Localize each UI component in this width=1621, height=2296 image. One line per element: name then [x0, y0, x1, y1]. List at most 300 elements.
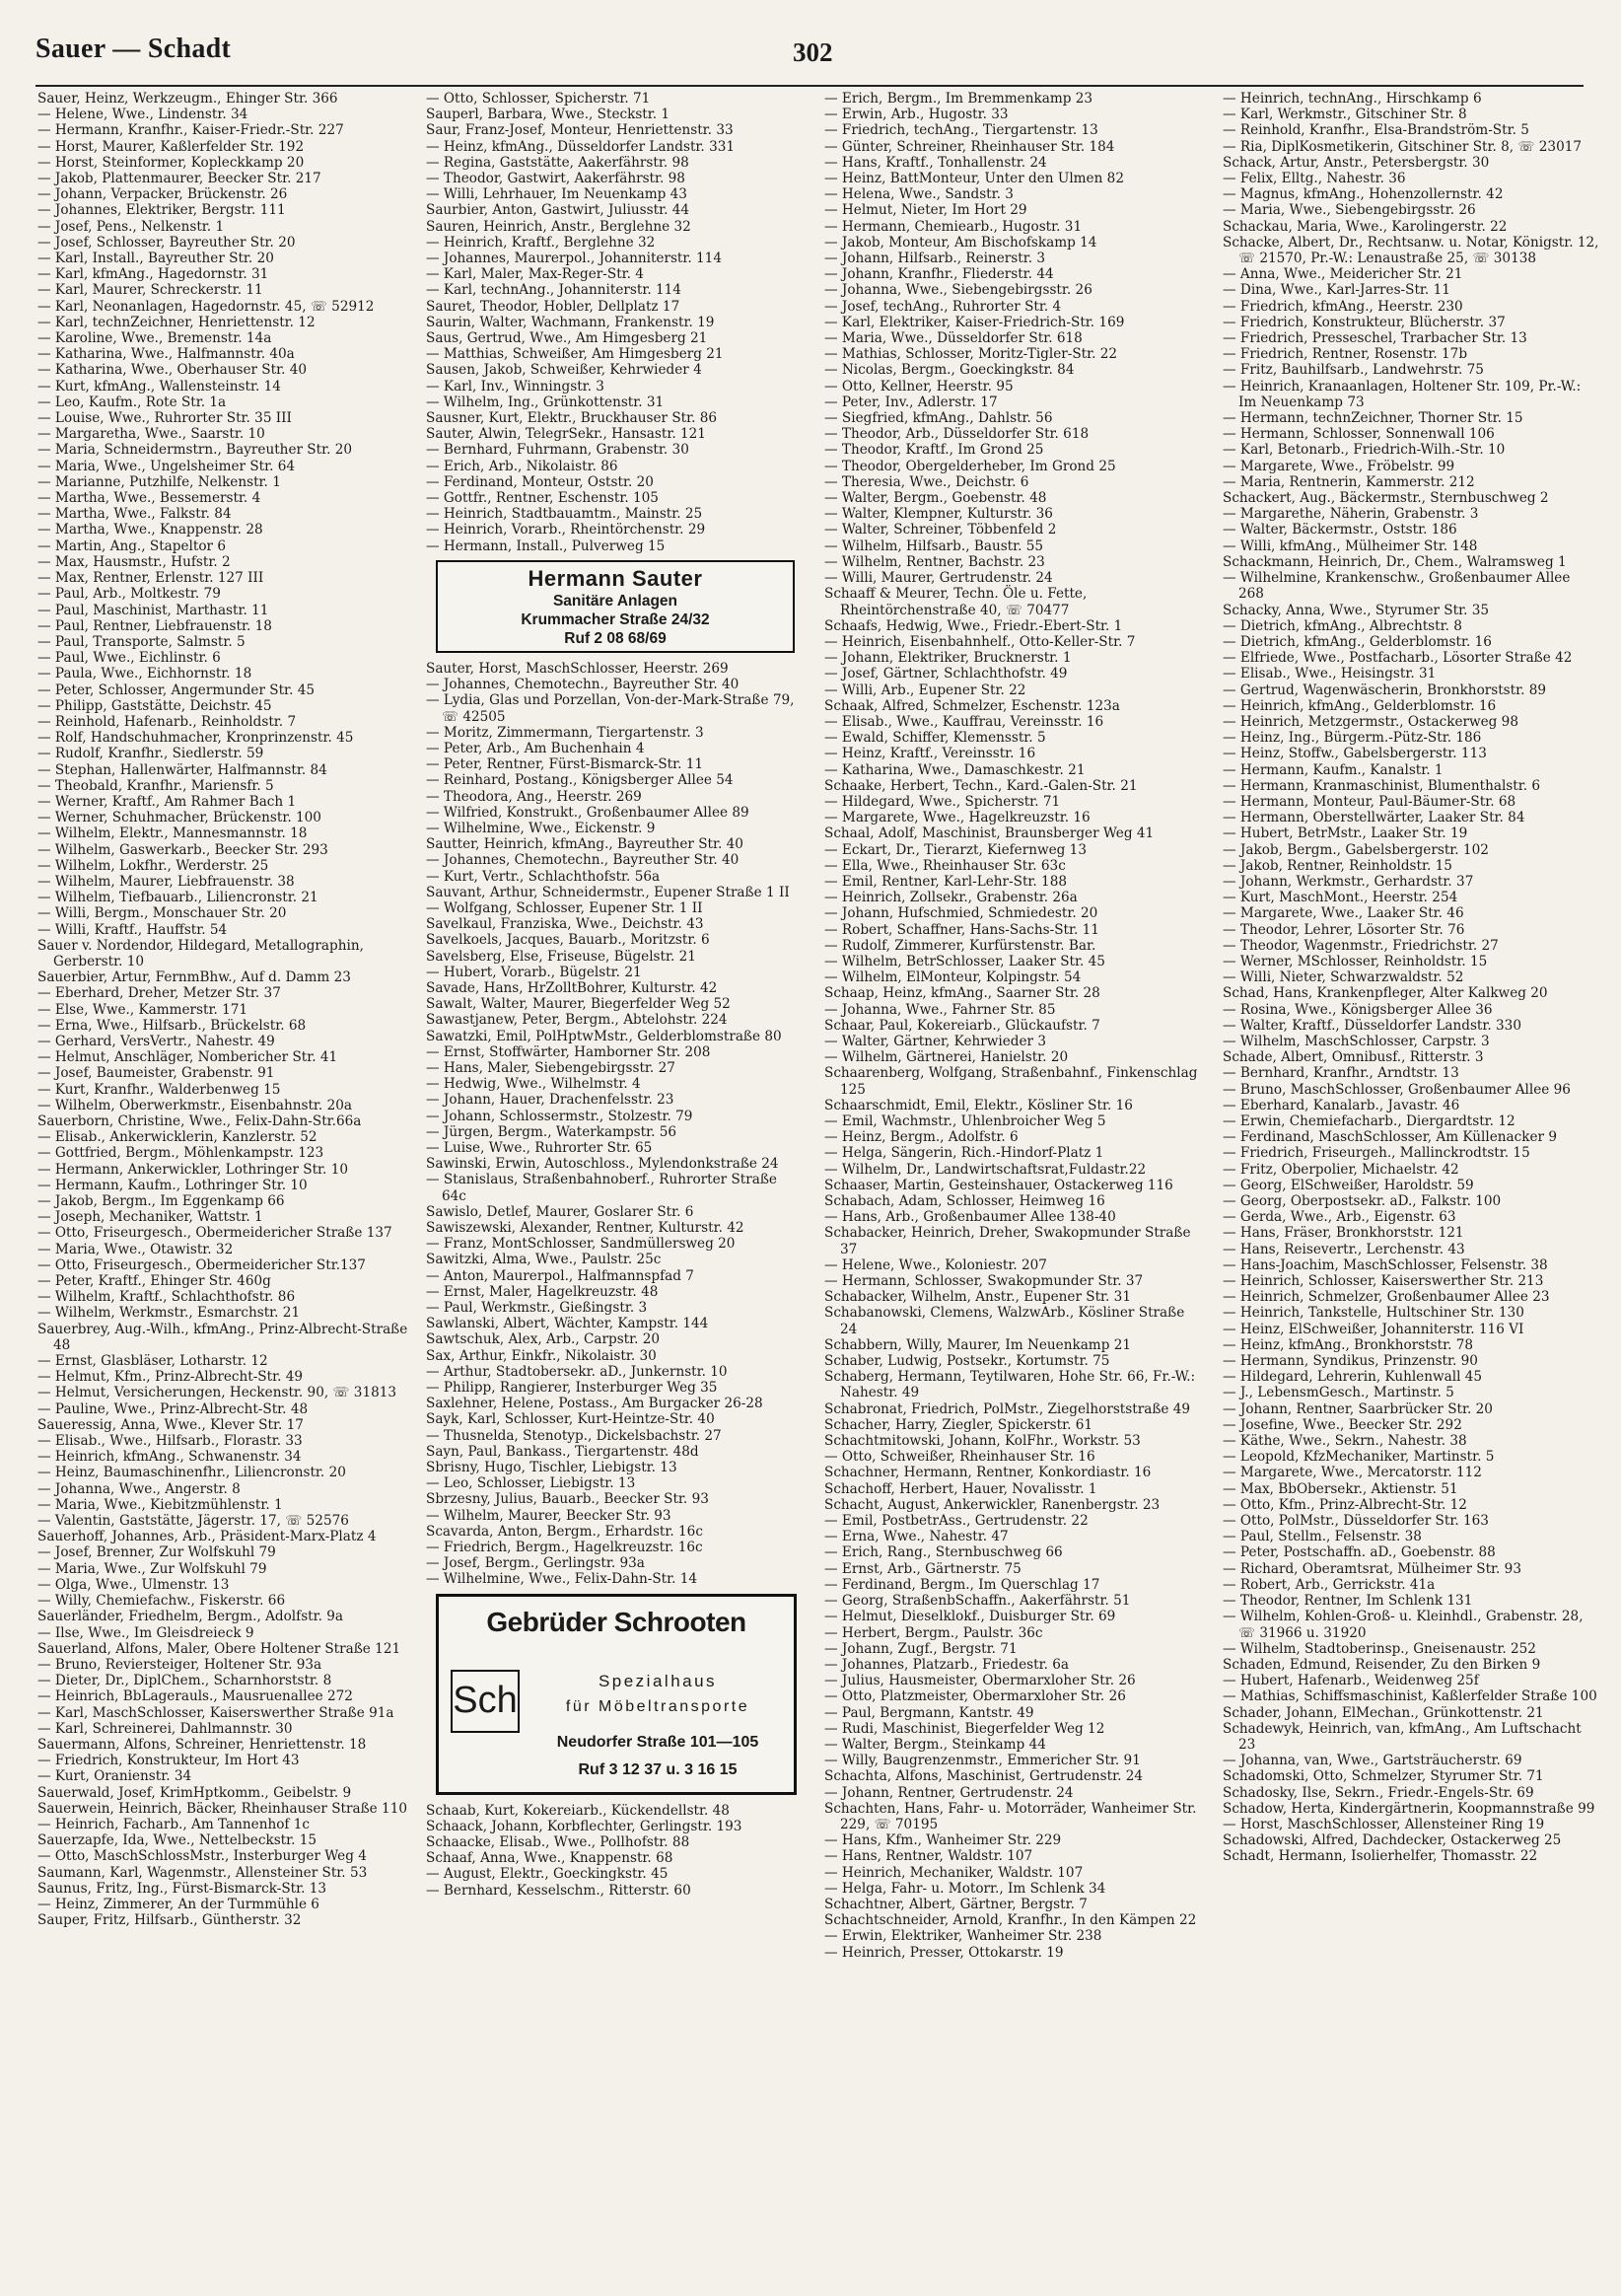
directory-entry: — Peter, Arb., Am Buchenhain 4: [426, 740, 645, 756]
directory-entry: — Nicolas, Bergm., Goeckingkstr. 84: [824, 362, 1075, 379]
directory-entry: Saurin, Walter, Wachmann, Frankenstr. 19: [426, 314, 715, 330]
directory-entry: Schadomski, Otto, Schmelzer, Styrumer Str. 71: [1223, 1768, 1544, 1785]
directory-entry: Schacht, August, Ankerwickler, Ranenbergstr. 23: [824, 1496, 1161, 1513]
directory-entry: Sauerzapfe, Ida, Wwe., Nettelbeckstr. 15: [37, 1832, 317, 1849]
directory-entry: — Elisab., Wwe., Kauffrau, Vereinsstr. 16: [824, 713, 1104, 730]
directory-entry: — Karl, Werkmstr., Gitschiner Str. 8: [1223, 107, 1467, 123]
directory-entry: — Johann, Schlossermstr., Stolzestr. 79: [426, 1108, 693, 1124]
directory-entry: Sautter, Heinrich, kfmAng., Bayreuther Str. 40: [426, 836, 743, 853]
directory-entry: — Margaretha, Wwe., Saarstr. 10: [37, 426, 265, 443]
directory-entry: — Bernhard, Kranfhr., Arndtstr. 13: [1223, 1065, 1459, 1082]
directory-entry: — Theodora, Ang., Heerstr. 269: [426, 788, 642, 805]
directory-entry: — Karl, technAng., Johanniterstr. 114: [426, 282, 681, 299]
directory-entry: — Martin, Ang., Stapeltor 6: [37, 538, 226, 554]
directory-entry: — Anna, Wwe., Meidericher Str. 21: [1223, 266, 1463, 283]
directory-entry: — Helga, Sängerin, Rich.-Hindorf-Platz 1: [824, 1145, 1104, 1162]
directory-entry: — Arthur, Stadtobersekr. aD., Junkernstr. 10: [426, 1363, 728, 1380]
directory-entry: — Maria, Wwe., Siebengebirgsstr. 26: [1223, 202, 1476, 219]
directory-entry: — Wilhelm, Kraftf., Schlachthofstr. 86: [37, 1289, 296, 1306]
directory-entry: Schachtmitowski, Johann, KolFhr., Workstr. 53: [824, 1433, 1141, 1450]
ad-logo: Sch: [451, 1670, 520, 1733]
ad-company-name: Hermann Sauter: [528, 565, 703, 591]
column-1: [37, 91, 414, 1928]
directory-entry: — Wilhelm, Maurer, Beecker Str. 93: [426, 1507, 671, 1524]
directory-entry: — Helmut, Kfm., Prinz-Albrecht-Str. 49: [37, 1369, 304, 1386]
directory-entry: — Emil, Wachmstr., Uhlenbroicher Weg 5: [824, 1113, 1106, 1129]
directory-entry: — Emil, PostbetrAss., Gertrudenstr. 22: [824, 1513, 1089, 1530]
directory-entry: — Wilhelm, Gärtnerei, Hanielstr. 20: [824, 1049, 1069, 1066]
directory-entry: — Wilhelmine, Krankenschw., Großenbaumer Allee 268: [1223, 570, 1571, 603]
directory-entry: Sauperl, Barbara, Wwe., Steckstr. 1: [426, 107, 670, 123]
directory-entry: — Eberhard, Dreher, Metzer Str. 37: [37, 985, 281, 1002]
directory-entry: Schaacke, Elisab., Wwe., Pollhofstr. 88: [426, 1834, 690, 1851]
directory-entry: — Käthe, Wwe., Sekrn., Nahestr. 38: [1223, 1433, 1467, 1450]
advertisement-gebrueder-schrooten: [436, 1594, 797, 1795]
directory-entry: — Bernhard, Kesselschm., Ritterstr. 60: [426, 1882, 691, 1899]
directory-entry: — Ernst, Arb., Gärtnerstr. 75: [824, 1560, 1022, 1577]
directory-entry: — Wilhelm, Lokfhr., Werderstr. 25: [37, 857, 269, 874]
directory-entry: — Walter, Bergm., Steinkamp 44: [824, 1736, 1046, 1753]
directory-entry: Saumann, Karl, Wagenmstr., Allensteiner Str. 53: [37, 1864, 368, 1881]
directory-entry: — Margarete, Wwe., Mercatorstr. 112: [1223, 1465, 1482, 1481]
directory-entry: — Otto, Kfm., Prinz-Albrecht-Str. 12: [1223, 1496, 1467, 1513]
directory-entry: — Erich, Arb., Nikolaistr. 86: [426, 458, 618, 474]
directory-entry: — Gottfried, Bergm., Möhlenkampstr. 123: [37, 1145, 324, 1162]
directory-entry: — Georg, ElSchweißer, Haroldstr. 59: [1223, 1177, 1474, 1193]
directory-entry: Schachoff, Herbert, Hauer, Novalisstr. 1: [824, 1480, 1097, 1497]
directory-entry: — Olga, Wwe., Ulmenstr. 13: [37, 1576, 230, 1593]
directory-entry: Sawiszewski, Alexander, Rentner, Kulturstr. 42: [426, 1220, 744, 1236]
directory-entry: Sbrzesny, Julius, Bauarb., Beecker Str. 93: [426, 1491, 709, 1508]
directory-entry: Schadt, Hermann, Isolierhelfer, Thomasstr. 22: [1223, 1848, 1538, 1865]
directory-entry: — Elfriede, Wwe., Postfacharb., Lösorter Straße 42: [1223, 650, 1573, 667]
directory-entry: — Reinhard, Postang., Königsberger Allee 54: [426, 772, 734, 789]
directory-entry: Schabacker, Heinrich, Dreher, Swakopmunder Straße 37: [824, 1225, 1191, 1257]
directory-entry: — Joseph, Mechaniker, Wattstr. 1: [37, 1209, 263, 1226]
directory-entry: Sawinski, Erwin, Autoschloss., Mylendonkstraße 24: [426, 1156, 779, 1173]
directory-entry: — Philipp, Rangierer, Insterburger Weg 35: [426, 1380, 718, 1397]
directory-entry: — Ferdinand, Monteur, Oststr. 20: [426, 473, 654, 490]
directory-entry: — Philipp, Gaststätte, Deichstr. 45: [37, 697, 272, 714]
column-2: [426, 91, 803, 1899]
directory-entry: — Werner, Schuhmacher, Brückenstr. 100: [37, 810, 321, 826]
directory-entry: — Eckart, Dr., Tierarzt, Kiefernweg 13: [824, 841, 1087, 858]
directory-entry: — Erich, Bergm., Im Bremmenkamp 23: [824, 91, 1093, 107]
directory-entry: — Walter, Bäckermstr., Oststr. 186: [1223, 522, 1457, 538]
directory-entry: — Luise, Wwe., Ruhrorter Str. 65: [426, 1139, 653, 1156]
directory-entry: — Heinrich, Schlosser, Kaiserswerther Str. 213: [1223, 1273, 1544, 1290]
directory-entry: — Josefine, Wwe., Beecker Str. 292: [1223, 1416, 1462, 1433]
directory-entry: Schabbern, Willy, Maurer, Im Neuenkamp 21: [824, 1336, 1132, 1353]
ad-company-name: Gebrüder Schrooten: [486, 1606, 746, 1637]
directory-entry: — Heinz, Stoffw., Gabelsbergerstr. 113: [1223, 746, 1487, 762]
directory-entry: — Heinrich, BbLagerauls., Mausruenallee 272: [37, 1688, 353, 1705]
directory-entry: Schachten, Hans, Fahr- u. Motorräder, Wanheimer Str. 229, ☏ 70195: [824, 1800, 1197, 1832]
directory-entry: Sawatzki, Emil, PolHptwMstr., Gelderblomstraße 80: [426, 1028, 782, 1044]
directory-entry: — Rudolf, Zimmerer, Kurfürstenstr. Bar.: [824, 937, 1096, 954]
directory-entry: — Stanislaus, Straßenbahnoberf., Ruhrorter Straße 64c: [426, 1172, 777, 1204]
directory-entry: — Paula, Wwe., Eichhornstr. 18: [37, 666, 252, 682]
directory-entry: — Katharina, Wwe., Oberhauser Str. 40: [37, 362, 308, 379]
directory-entry: — Margarethe, Näherin, Grabenstr. 3: [1223, 506, 1479, 523]
directory-entry: Schadowski, Alfred, Dachdecker, Ostackerweg 25: [1223, 1832, 1562, 1849]
directory-entry: — Willi, Bergm., Monschauer Str. 20: [37, 905, 287, 922]
directory-entry: — Paul, Stellm., Felsenstr. 38: [1223, 1529, 1422, 1545]
directory-entry: Saxlehner, Helene, Postass., Am Burgacker 26-28: [426, 1396, 763, 1412]
directory-entry: — Kurt, Oranienstr. 34: [37, 1768, 192, 1785]
directory-entry: — Heinz, ElSchweißer, Johanniterstr. 116 VI: [1223, 1321, 1524, 1337]
directory-entry: — Leopold, KfzMechaniker, Martinstr. 5: [1223, 1449, 1495, 1466]
directory-entry: — Theresia, Wwe., Deichstr. 6: [824, 473, 1029, 490]
directory-entry: — Heinrich, Presser, Ottokarstr. 19: [824, 1944, 1064, 1961]
directory-entry: Sawislo, Detlef, Maurer, Goslarer Str. 6: [426, 1203, 694, 1220]
directory-entry: Sauerborn, Christine, Wwe., Felix-Dahn-Str.66a: [37, 1113, 362, 1129]
directory-entry: — Dina, Wwe., Karl-Jarres-Str. 11: [1223, 282, 1450, 299]
directory-entry: — Robert, Schaffner, Hans-Sachs-Str. 11: [824, 921, 1099, 938]
directory-entry: — Wolfgang, Schlosser, Eupener Str. 1 II: [426, 899, 703, 916]
directory-entry: — Friedrich, Konstrukteur, Im Hort 43: [37, 1753, 300, 1769]
directory-entry: Sauren, Heinrich, Anstr., Berglehne 32: [426, 218, 691, 235]
ad-line: Sanitäre Anlagen: [552, 592, 678, 610]
directory-entry: Sax, Arthur, Einkfr., Nikolaistr. 30: [426, 1347, 657, 1364]
directory-entry: — Hermann, Ankerwickler, Lothringer Str. 10: [37, 1161, 348, 1178]
directory-entry: — Wilhelm, Dr., Landwirtschaftsrat,Fuldastr.22: [824, 1161, 1147, 1178]
directory-entry: — Karl, kfmAng., Hagedornstr. 31: [37, 266, 269, 283]
directory-entry: — Otto, MaschSchlossMstr., Insterburger Weg 4: [37, 1848, 367, 1865]
directory-entry: — Johann, Hauer, Drachenfelsstr. 23: [426, 1092, 674, 1109]
directory-entry: Sawitzki, Alma, Wwe., Paulstr. 25c: [426, 1252, 662, 1268]
directory-entry: — Hans-Joachim, MaschSchlosser, Felsenstr. 38: [1223, 1256, 1548, 1273]
directory-entry: — Kurt, MaschMont., Heerstr. 254: [1223, 890, 1458, 906]
directory-entry: — Ernst, Maler, Hagelkreuzstr. 48: [426, 1283, 659, 1300]
directory-entry: Sauermann, Alfons, Schreiner, Henriettenstr. 18: [37, 1736, 367, 1753]
directory-entry: — Reinhold, Kranfhr., Elsa-Brandström-Str. 5: [1223, 122, 1529, 139]
directory-entry: Schachta, Alfons, Maschinist, Gertrudenstr. 24: [824, 1768, 1144, 1785]
directory-entry: Sauper, Fritz, Hilfsarb., Güntherstr. 32: [37, 1912, 302, 1929]
directory-entry: — Hans, Rentner, Waldstr. 107: [824, 1848, 1033, 1865]
directory-entry: — Johann, Verpacker, Brückenstr. 26: [37, 186, 288, 203]
directory-entry: — Pauline, Wwe., Prinz-Albrecht-Str. 48: [37, 1400, 309, 1417]
directory-entry: — Stephan, Hallenwärter, Halfmannstr. 84: [37, 761, 327, 778]
directory-entry: — Horst, MaschSchlosser, Allensteiner Ring 19: [1223, 1816, 1545, 1832]
ad-tagline: Spezialhaus: [598, 1671, 718, 1690]
directory-entry: Sauerwald, Josef, KrimHptkomm., Geibelstr. 9: [37, 1784, 352, 1801]
directory-entry: Schaden, Edmund, Reisender, Zu den Birken 9: [1223, 1656, 1541, 1673]
directory-entry: — Otto, Platzmeister, Obermarxloher Str. 26: [824, 1688, 1126, 1705]
directory-entry: — Emil, Rentner, Karl-Lehr-Str. 188: [824, 873, 1067, 890]
directory-entry: — Helene, Wwe., Lindenstr. 34: [37, 107, 248, 123]
directory-entry: Schade, Albert, Omnibusf., Ritterstr. 3: [1223, 1049, 1484, 1066]
directory-entry: Schachtner, Albert, Gärtner, Bergstr. 7: [824, 1896, 1088, 1912]
ad-address: Neudorfer Straße 101—105: [556, 1733, 759, 1751]
ad-phone: Ruf 2 08 68/69: [564, 629, 667, 647]
directory-entry: — Wilhelm, Stadtoberinsp., Gneisenaustr. 252: [1223, 1640, 1536, 1657]
directory-entry: — Martha, Wwe., Bessemerstr. 4: [37, 490, 261, 507]
directory-entry: — Wilhelm, BetrSchlosser, Laaker Str. 45: [824, 953, 1105, 969]
directory-entry: — Horst, Maurer, Kaßlerfelder Str. 192: [37, 138, 305, 155]
directory-entry: — Josef, techAng., Ruhrorter Str. 4: [824, 298, 1062, 315]
directory-entry: — Walter, Schreiner, Többenfeld 2: [824, 522, 1057, 538]
directory-entry: — Heinrich, Stadtbauamtm., Mainstr. 25: [426, 506, 703, 523]
directory-entry: — Theodor, Gastwirt, Aakerfährstr. 98: [426, 171, 685, 187]
directory-entry: — Friedrich, Rentner, Rosenstr. 17b: [1223, 346, 1468, 363]
directory-entry: — Marianne, Putzhilfe, Nelkenstr. 1: [37, 473, 281, 490]
directory-entry: — Hedwig, Wwe., Wilhelmstr. 4: [426, 1076, 641, 1093]
directory-entry: — Heinrich, Tankstelle, Hultschiner Str. 130: [1223, 1305, 1524, 1322]
directory-entry: — Willi, Arb., Eupener Str. 22: [824, 682, 1026, 698]
directory-entry: — Johannes, Chemotechn., Bayreuther Str. 40: [426, 677, 740, 693]
directory-entry: — Rudi, Maschinist, Biegerfelder Weg 12: [824, 1720, 1105, 1737]
directory-entry: — Fritz, Bauhilfsarb., Landwehrstr. 75: [1223, 362, 1484, 379]
directory-entry: — Theodor, Wagenmstr., Friedrichstr. 27: [1223, 937, 1499, 954]
directory-entry: — Margarete, Wwe., Hagelkreuzstr. 16: [824, 810, 1091, 826]
ad-tagline-2: für Möbeltransporte: [565, 1697, 750, 1715]
directory-entry: — Hans, Reisevertr., Lerchenstr. 43: [1223, 1241, 1465, 1257]
directory-entry: — Jürgen, Bergm., Waterkampstr. 56: [426, 1123, 677, 1140]
directory-entry: — Johann, Kranfhr., Fliederstr. 44: [824, 266, 1054, 283]
directory-entry: — Paul, Transporte, Salmstr. 5: [37, 633, 246, 650]
directory-entry: — Gertrud, Wagenwäscherin, Bronkhorststr. 89: [1223, 682, 1547, 698]
directory-entry: — Friedrich, Presseschel, Trarbacher Str. 13: [1223, 330, 1527, 347]
directory-entry: — Lydia, Glas und Porzellan, Von-der-Mark-Straße 79, ☏ 42505: [426, 692, 795, 725]
directory-entry: — Karoline, Wwe., Bremenstr. 14a: [37, 330, 272, 347]
directory-entry: Schaak, Alfred, Schmelzer, Eschenstr. 123a: [824, 697, 1120, 714]
directory-entry: — Erna, Wwe., Hilfsarb., Brückelstr. 68: [37, 1017, 307, 1034]
directory-entry: — Martha, Wwe., Falkstr. 84: [37, 506, 232, 523]
directory-entry: — Hans, Maler, Siebengebirgsstr. 27: [426, 1059, 675, 1076]
directory-entry: — Paul, Rentner, Liebfrauenstr. 18: [37, 617, 272, 634]
directory-entry: Schaap, Heinz, kfmAng., Saarner Str. 28: [824, 985, 1100, 1002]
directory-entry: — August, Elektr., Goeckingkstr. 45: [426, 1866, 669, 1883]
directory-entry: — Maria, Schneidermstrn., Bayreuther Str. 20: [37, 442, 353, 459]
directory-entry: — Otto, Kellner, Heerstr. 95: [824, 378, 1014, 395]
directory-entry: Saunus, Fritz, Ing., Fürst-Bismarck-Str. 13: [37, 1880, 327, 1897]
directory-entry: — Mathias, Schiffsmaschinist, Kaßlerfelder Straße 100: [1223, 1688, 1597, 1705]
directory-entry: — Johanna, van, Wwe., Gartsträucherstr. 69: [1223, 1753, 1522, 1769]
directory-entry: — Hans, Kraftf., Tonhallenstr. 24: [824, 154, 1047, 171]
directory-entry: — Helena, Wwe., Sandstr. 3: [824, 186, 1014, 203]
directory-entry: — Ferdinand, Bergm., Im Querschlag 17: [824, 1576, 1100, 1593]
directory-entry: — Kurt, Kranfhr., Walderbenweg 15: [37, 1081, 281, 1098]
directory-entry: — Heinrich, Kraftf., Berglehne 32: [426, 234, 656, 251]
directory-entry: Sauerbrey, Aug.-Wilh., kfmAng., Prinz-Albrecht-Straße 48: [37, 1321, 408, 1353]
directory-entry: — Willi, kfmAng., Mülheimer Str. 148: [1223, 538, 1478, 554]
directory-entry: — Dieter, Dr., DiplChem., Scharnhorststr. 8: [37, 1673, 332, 1689]
directory-entry: Saueressig, Anna, Wwe., Klever Str. 17: [37, 1416, 304, 1433]
directory-entry: — Werner, MSchlosser, Reinholdstr. 15: [1223, 953, 1488, 969]
directory-entry: — Willi, Nieter, Schwarzwaldstr. 52: [1223, 969, 1464, 986]
directory-entry: — Wilhelm, Kohlen-Groß- u. Kleinhdl., Grabenstr. 28, ☏ 31966 u. 31920: [1223, 1609, 1584, 1641]
directory-entry: — Maria, Wwe., Otawistr. 32: [37, 1241, 234, 1257]
directory-entry: — Maria, Wwe., Zur Wolfskuhl 79: [37, 1560, 267, 1577]
directory-entry: — Johannes, Chemotechn., Bayreuther Str. 40: [426, 852, 740, 869]
directory-entry: — Elisab., Wwe., Hilfsarb., Florastr. 33: [37, 1433, 303, 1450]
directory-entry: — Heinrich, Mechaniker, Waldstr. 107: [824, 1864, 1084, 1881]
directory-entry: — Helga, Fahr- u. Motorr., Im Schlenk 34: [824, 1880, 1106, 1897]
directory-entry: — Richard, Oberamtsrat, Mülheimer Str. 93: [1223, 1560, 1521, 1577]
directory-entry: — Reinhold, Hafenarb., Reinholdstr. 7: [37, 713, 297, 730]
directory-entry: — Gottfr., Rentner, Eschenstr. 105: [426, 490, 659, 507]
directory-entry: — Hermann, Install., Pulverweg 15: [426, 538, 666, 554]
directory-entry: — Valentin, Gaststätte, Jägerstr. 17, ☏ 52576: [37, 1513, 349, 1530]
directory-entry: Sauter, Horst, MaschSchlosser, Heerstr. 269: [426, 660, 729, 677]
directory-entry: — Karl, Maler, Max-Reger-Str. 4: [426, 266, 644, 283]
directory-entry: Savade, Hans, HrZolltBohrer, Kulturstr. 42: [426, 979, 718, 996]
directory-entry: — Helene, Wwe., Koloniestr. 207: [824, 1256, 1047, 1273]
directory-entry: — Hans, Fräser, Bronkhorststr. 121: [1223, 1225, 1464, 1242]
directory-entry: — Kurt, Vertr., Schlachthofstr. 56a: [426, 868, 661, 885]
directory-entry: Sausner, Kurt, Elektr., Bruckhauser Str. 86: [426, 410, 718, 427]
directory-entry: — Paul, Bergmann, Kantstr. 49: [824, 1704, 1034, 1721]
directory-entry: — Johann, Rentner, Saarbrücker Str. 20: [1223, 1400, 1493, 1417]
directory-entry: — Maria, Wwe., Düsseldorfer Str. 618: [824, 330, 1083, 347]
directory-entry: Schabronat, Friedrich, PolMstr., Ziegelhorststraße 49: [824, 1400, 1191, 1417]
directory-entry: — Max, Hausmstr., Hufstr. 2: [37, 553, 231, 570]
directory-entry: Sauvant, Arthur, Schneidermstr., Eupener Straße 1 II: [426, 884, 790, 900]
directory-entry: — Heinz, kfmAng., Düsseldorfer Landstr. 331: [426, 138, 736, 155]
directory-entry: Schaack, Johann, Korbflechter, Gerlingstr. 193: [426, 1818, 742, 1834]
directory-entry: — Anton, Maurerpol., Halfmannspfad 7: [426, 1267, 694, 1284]
directory-entry: Saus, Gertrud, Wwe., Am Himgesberg 21: [426, 330, 708, 347]
directory-entry: — Maria, Wwe., Kiebitzmühlenstr. 1: [37, 1496, 283, 1513]
directory-entry: — Wilfried, Konstrukt., Großenbaumer Allee 89: [426, 804, 749, 821]
directory-entry: — Peter, Schlosser, Angermunder Str. 45: [37, 682, 316, 698]
directory-entry: — Dietrich, kfmAng., Gelderblomstr. 16: [1223, 633, 1492, 650]
directory-entry: — Otto, Friseurgesch., Obermeidericher Str.137: [37, 1256, 366, 1273]
directory-entry: — Johann, Rentner, Gertrudenstr. 24: [824, 1784, 1074, 1801]
directory-entry: — Otto, Schweißer, Rheinhauser Str. 16: [824, 1449, 1095, 1466]
directory-entry: — Dietrich, kfmAng., Albrechtstr. 8: [1223, 617, 1462, 634]
directory-entry: — Wilhelm, Ing., Grünkottenstr. 31: [426, 394, 665, 410]
directory-entry: Saur, Franz-Josef, Monteur, Henriettenstr. 33: [426, 122, 734, 139]
directory-entry: — Leo, Kaufm., Rote Str. 1a: [37, 394, 227, 410]
directory-entry: — Heinz, Baumaschinenfhr., Liliencronstr. 20: [37, 1465, 346, 1481]
directory-entry: — Karl, Install., Bayreuther Str. 20: [37, 251, 274, 267]
directory-entry: — Hubert, Hafenarb., Weidenweg 25f: [1223, 1673, 1479, 1689]
directory-entry: — Wilhelm, Tiefbauarb., Liliencronstr. 21: [37, 890, 318, 906]
directory-entry: Sauerwein, Heinrich, Bäcker, Rheinhauser Straße 110: [37, 1800, 407, 1817]
directory-entry: — Maria, Wwe., Ungelsheimer Str. 64: [37, 458, 296, 474]
directory-entry: — Walter, Kraftf., Düsseldorfer Landstr. 330: [1223, 1017, 1521, 1034]
directory-entry: — Otto, Schlosser, Spicherstr. 71: [426, 91, 651, 107]
directory-entry: — Karl, Betonarb., Friedrich-Wilh.-Str. 10: [1223, 442, 1506, 459]
directory-entry: — Heinrich, kfmAng., Gelderblomstr. 16: [1223, 697, 1497, 714]
directory-entry: — Georg, Oberpostsekr. aD., Falkstr. 100: [1223, 1193, 1502, 1210]
directory-entry: — Wilhelm, Gaswerkarb., Beecker Str. 293: [37, 841, 328, 858]
directory-entry: — Hermann, Kaufm., Kanalstr. 1: [1223, 761, 1444, 778]
directory-entry: — Wilhelm, Oberwerkmstr., Eisenbahnstr. 20a: [37, 1097, 352, 1113]
page-header: [35, 34, 1584, 79]
running-head: Sauer — Schadt: [35, 34, 232, 64]
ad-phone: Ruf 3 12 37 u. 3 16 15: [578, 1760, 738, 1778]
directory-entry: — Josef, Baumeister, Grabenstr. 91: [37, 1065, 275, 1082]
directory-entry: — Heinrich, kfmAng., Schwanenstr. 34: [37, 1449, 302, 1466]
directory-entry: — Wilhelmine, Wwe., Eickenstr. 9: [426, 820, 656, 836]
directory-entry: — Rudolf, Kranfhr., Siedlerstr. 59: [37, 746, 264, 762]
directory-entry: — Heinz, Zimmerer, An der Turmmühle 6: [37, 1896, 319, 1912]
directory-entry: — Rolf, Handschuhmacher, Kronprinzenstr. 45: [37, 730, 354, 747]
directory-entry: — Bernhard, Fuhrmann, Grabenstr. 30: [426, 442, 689, 459]
directory-entry: — Kurt, kfmAng., Wallensteinstr. 14: [37, 378, 281, 395]
directory-entry: Sauerländer, Friedhelm, Bergm., Adolfstr. 9a: [37, 1609, 344, 1625]
directory-entry: — Hermann, Kranmaschinist, Blumenthalstr. 6: [1223, 777, 1541, 794]
directory-entry: — Peter, Inv., Adlerstr. 17: [824, 394, 998, 410]
directory-entry: — Helmut, Anschläger, Nombericher Str. 41: [37, 1049, 338, 1066]
directory-entry: — Robert, Arb., Gerrickstr. 41a: [1223, 1576, 1436, 1593]
directory-entry: Sawastjanew, Peter, Bergm., Abtelohstr. 224: [426, 1012, 728, 1029]
directory-entry: Sawlanski, Albert, Wächter, Kampstr. 144: [426, 1316, 709, 1332]
directory-entry: Schachner, Hermann, Rentner, Konkordiastr. 16: [824, 1465, 1152, 1481]
directory-entry: — Ria, DiplKosmetikerin, Gitschiner Str. 8, ☏ 23017: [1223, 138, 1583, 155]
directory-entry: Schacky, Anna, Wwe., Styrumer Str. 35: [1223, 602, 1490, 618]
directory-entry: Savelkaul, Franziska, Wwe., Deichstr. 43: [426, 916, 704, 933]
directory-entry: — Felix, Elltg., Nahestr. 36: [1223, 171, 1406, 187]
directory-entry: Schachtschneider, Arnold, Kranfhr., In den Kämpen 22: [824, 1912, 1197, 1929]
directory-entry: — Johann, Hufschmied, Schmiedestr. 20: [824, 905, 1098, 922]
directory-entry: — Otto, PolMstr., Düsseldorfer Str. 163: [1223, 1513, 1489, 1530]
directory-entry: — Theodor, Kraftf., Im Grond 25: [824, 442, 1044, 459]
directory-entry: — Mathias, Schlosser, Moritz-Tigler-Str. 22: [824, 346, 1118, 363]
directory-entry: Schabacker, Wilhelm, Anstr., Eupener Str. 31: [824, 1289, 1131, 1306]
directory-entry: — Paul, Maschinist, Marthastr. 11: [37, 602, 269, 618]
directory-entry: — Jakob, Rentner, Reinholdstr. 15: [1223, 857, 1452, 874]
directory-entry: — Paul, Werkmstr., Gießingstr. 3: [426, 1300, 648, 1317]
directory-entry: — Margarete, Wwe., Fröbelstr. 99: [1223, 458, 1455, 474]
directory-entry: — Hildegard, Wwe., Spicherstr. 71: [824, 793, 1061, 810]
directory-entry: — Martha, Wwe., Knappenstr. 28: [37, 522, 263, 538]
page-number: 302: [793, 37, 833, 67]
directory-entry: — Walter, Klempner, Kulturstr. 36: [824, 506, 1053, 523]
directory-entry: — Helmut, Dieselklokf., Duisburger Str. 69: [824, 1609, 1116, 1625]
directory-entry: — Bruno, Reviersteiger, Holtener Str. 93a: [37, 1656, 322, 1673]
directory-entry: Sauret, Theodor, Hobler, Dellplatz 17: [426, 298, 680, 315]
directory-entry: — Josef, Gärtner, Schlachthofstr. 49: [824, 666, 1068, 682]
directory-entry: Schaber, Ludwig, Postsekr., Kortumstr. 75: [824, 1353, 1110, 1370]
directory-entry: Schaaf, Anna, Wwe., Knappenstr. 68: [426, 1850, 673, 1867]
directory-entry: — Josef, Schlosser, Bayreuther Str. 20: [37, 234, 296, 251]
directory-entry: — Heinrich, Kranaanlagen, Holtener Str. 109, Pr.-W.: Im Neuenkamp 73: [1223, 378, 1582, 410]
directory-entry: — Friedrich, Bergm., Hagelkreuzstr. 16c: [426, 1540, 703, 1556]
directory-entry: — Hans, Kfm., Wanheimer Str. 229: [824, 1832, 1062, 1849]
directory-entry: Schaberg, Hermann, Teytilwaren, Hohe Str. 66, Fr.-W.: Nahestr. 49: [824, 1369, 1196, 1401]
directory-entry: — Horst, Steinformer, Kopleckkamp 20: [37, 154, 305, 171]
directory-entry: Schacke, Albert, Dr., Rechtsanw. u. Notar, Königstr. 12, ☏ 21570, Pr.-W.: Lenaustraße 25, ☏ 30138: [1223, 234, 1599, 267]
directory-entry: Schackmann, Heinrich, Dr., Chem., Walramsweg 1: [1223, 553, 1567, 570]
directory-entry: — Peter, Kraftf., Ehinger Str. 460g: [37, 1273, 271, 1290]
directory-entry: — Johannes, Elektriker, Bergstr. 111: [37, 202, 286, 219]
directory-entry: — Erwin, Arb., Hugostr. 33: [824, 107, 1009, 123]
directory-entry: — Elisab., Ankerwicklerin, Kanzlerstr. 52: [37, 1129, 317, 1146]
directory-entry: Schaar, Paul, Kokereiarb., Glückaufstr. 7: [824, 1017, 1100, 1034]
directory-entry: — Erich, Rang., Sternbuschweg 66: [824, 1544, 1063, 1561]
directory-entry: — Hermann, Schlosser, Swakopmunder Str. 37: [824, 1273, 1144, 1290]
directory-entry: — Ernst, Glasbläser, Lotharstr. 12: [37, 1353, 268, 1370]
directory-entry: Savelsberg, Else, Friseuse, Bügelstr. 21: [426, 948, 696, 965]
directory-entry: — Wilhelm, Rentner, Bachstr. 23: [824, 553, 1045, 570]
directory-entry: — Wilhelm, ElMonteur, Kolpingstr. 54: [824, 969, 1082, 986]
directory-entry: — Bruno, MaschSchlosser, Großenbaumer Allee 96: [1223, 1081, 1571, 1098]
directory-entry: — Otto, Friseurgesch., Obermeidericher Straße 137: [37, 1225, 392, 1242]
directory-entry: — Ferdinand, MaschSchlosser, Am Küllenacker 9: [1223, 1129, 1557, 1146]
directory-entry: — Johann, Elektriker, Brucknerstr. 1: [824, 650, 1072, 667]
directory-entry: Sauerhoff, Johannes, Arb., Präsident-Marx-Platz 4: [37, 1529, 377, 1545]
directory-entry: — Peter, Postschaffn. aD., Goebenstr. 88: [1223, 1544, 1496, 1561]
directory-entry: — Peter, Rentner, Fürst-Bismarck-Str. 11: [426, 756, 704, 773]
directory-entry: — Katharina, Wwe., Damaschkestr. 21: [824, 761, 1086, 778]
directory-entry: Schaarschmidt, Emil, Elektr., Kösliner Str. 16: [824, 1097, 1133, 1113]
directory-entry: Schaaser, Martin, Gesteinshauer, Ostackerweg 116: [824, 1177, 1173, 1193]
directory-entry: — Karl, Schreinerei, Dahlmannstr. 30: [37, 1720, 293, 1737]
